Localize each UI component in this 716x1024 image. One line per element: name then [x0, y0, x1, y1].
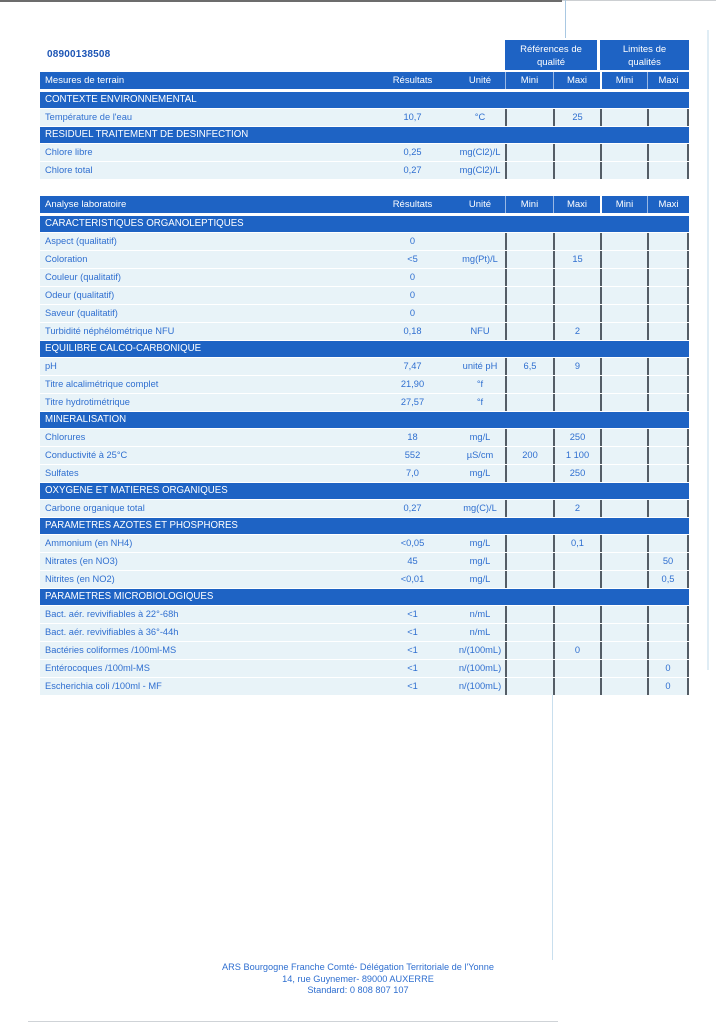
scan-artifact-vertical-line-middle: [552, 688, 553, 960]
parameter-label: Chlorures: [45, 432, 86, 442]
parameter-label: Aspect (qualitatif): [45, 236, 117, 246]
unit-value: unité pH: [462, 361, 498, 371]
parameter-label: Chlore total: [45, 165, 93, 175]
limit-mini-value: [600, 642, 647, 659]
table-row: [40, 571, 689, 588]
limit-maxi-value: 50: [647, 553, 689, 570]
parameter-label: Chlore libre: [45, 147, 93, 157]
reference-mini-value: [505, 553, 553, 570]
column-header-ref-maxi: Maxi: [553, 72, 600, 89]
limit-mini-value: [600, 624, 647, 641]
limit-mini-value: [600, 553, 647, 570]
scan-artifact-vertical-line-top: [565, 0, 566, 38]
parameter-label: Carbone organique total: [45, 503, 145, 513]
limit-mini-value: [600, 162, 647, 179]
footer-organization: ARS Bourgogne Franche Comté- Délégation Territoriale de l'Yonne: [222, 962, 494, 972]
unit-value: mg(Pt)/L: [462, 254, 498, 264]
reference-mini-value: 6,5: [505, 358, 553, 375]
section-header: MINERALISATION: [40, 412, 689, 428]
reference-mini-value: [505, 642, 553, 659]
footer-address: 14, rue Guynemer- 89000 AUXERRE: [282, 973, 434, 984]
result-value: 0,27: [403, 503, 422, 513]
reference-maxi-value: [553, 678, 600, 695]
limit-maxi-value: [647, 642, 689, 659]
column-header-ref-mini: Mini: [505, 196, 553, 213]
column-header-lim-maxi: Maxi: [647, 196, 689, 213]
unit-value: [455, 305, 505, 322]
parameter-label: Nitrites (en NO2): [45, 574, 115, 584]
reference-mini-value: [505, 233, 553, 250]
section-header: PARAMETRES AZOTES ET PHOSPHORES: [40, 518, 689, 534]
limit-mini-value: [600, 678, 647, 695]
unit-value: °f: [476, 379, 484, 389]
unit-value: n/(100mL): [458, 645, 502, 655]
limit-mini-value: [600, 500, 647, 517]
result-value: <1: [407, 609, 418, 619]
limit-maxi-value: [647, 394, 689, 411]
reference-maxi-value: [553, 606, 600, 623]
table-header-bar: [40, 196, 689, 213]
table-row: [40, 535, 689, 552]
scan-artifact-top-line-2: [562, 0, 716, 1]
limit-mini-value: [600, 660, 647, 677]
result-value: 0: [409, 272, 416, 282]
reference-mini-value: 200: [505, 447, 553, 464]
reference-mini-value: [505, 465, 553, 482]
result-value: 27,57: [400, 397, 425, 407]
table-row: [40, 358, 689, 375]
reference-maxi-value: [553, 144, 600, 161]
unit-value: NFU: [470, 326, 490, 336]
limit-mini-value: [600, 606, 647, 623]
limit-maxi-value: [647, 500, 689, 517]
reference-maxi-value: [553, 571, 600, 588]
scan-artifact-bottom-line: [28, 1021, 558, 1022]
table-row: [40, 144, 689, 161]
reference-maxi-value: 0,1: [553, 535, 600, 552]
table-row: [40, 269, 689, 286]
table-row: [40, 162, 689, 179]
parameter-label: Nitrates (en NO3): [45, 556, 118, 566]
limit-mini-value: [600, 535, 647, 552]
limit-mini-value: [600, 394, 647, 411]
reference-maxi-value: 9: [553, 358, 600, 375]
reference-mini-value: [505, 287, 553, 304]
parameter-label: Température de l'eau: [45, 112, 133, 122]
result-value: <0,01: [400, 574, 425, 584]
reference-maxi-value: [553, 376, 600, 393]
result-value: 7,0: [406, 468, 419, 478]
unit-value: mg/L: [469, 574, 491, 584]
unit-value: n/mL: [469, 627, 491, 637]
reference-mini-value: [505, 376, 553, 393]
reference-mini-value: [505, 305, 553, 322]
unit-value: mg/L: [469, 432, 491, 442]
reference-maxi-value: 0: [553, 642, 600, 659]
unit-value: mg/L: [469, 538, 491, 548]
column-header-lim-mini: Mini: [600, 72, 647, 89]
column-header-lim-maxi: Maxi: [647, 72, 689, 89]
reference-maxi-value: [553, 394, 600, 411]
reference-maxi-value: 250: [553, 465, 600, 482]
limit-maxi-value: [647, 323, 689, 340]
limit-maxi-value: [647, 535, 689, 552]
unit-value: n/(100mL): [458, 681, 502, 691]
limit-mini-value: [600, 358, 647, 375]
reference-mini-value: [505, 660, 553, 677]
table-row: [40, 606, 689, 623]
reference-maxi-value: 250: [553, 429, 600, 446]
result-value: 45: [407, 556, 418, 566]
unit-value: mg(C)/L: [463, 503, 497, 513]
result-value: 0,25: [403, 147, 422, 157]
footer: [0, 962, 716, 997]
limit-maxi-value: [647, 251, 689, 268]
parameter-label: Ammonium (en NH4): [45, 538, 133, 548]
parameter-label: Conductivité à 25°C: [45, 450, 128, 460]
limit-maxi-value: [647, 287, 689, 304]
limit-maxi-value: [647, 465, 689, 482]
reference-maxi-value: [553, 287, 600, 304]
table-title: Analyse laboratoire: [45, 199, 127, 210]
result-value: <1: [407, 663, 418, 673]
table-row: [40, 678, 689, 695]
parameter-label: Bact. aér. revivifiables à 36°-44h: [45, 627, 179, 637]
result-value: 0,18: [403, 326, 422, 336]
parameter-label: Titre alcalimétrique complet: [45, 379, 159, 389]
table-row: [40, 465, 689, 482]
result-value: <1: [407, 627, 418, 637]
reference-mini-value: [505, 500, 553, 517]
unit-value: mg(Cl2)/L: [459, 165, 501, 175]
table-row: [40, 500, 689, 517]
limit-mini-value: [600, 109, 647, 126]
limit-mini-value: [600, 305, 647, 322]
table-row: [40, 251, 689, 268]
section-header: PARAMETRES MICROBIOLOGIQUES: [40, 589, 689, 605]
limit-maxi-value: [647, 109, 689, 126]
reference-mini-value: [505, 535, 553, 552]
unit-value: [455, 287, 505, 304]
parameter-label: Titre hydrotimétrique: [45, 397, 130, 407]
table-row: [40, 287, 689, 304]
reference-maxi-value: 25: [553, 109, 600, 126]
limit-mini-value: [600, 323, 647, 340]
limit-maxi-value: 0: [647, 660, 689, 677]
parameter-label: Coloration: [45, 254, 88, 264]
parameter-label: Bactéries coliformes /100ml-MS: [45, 645, 177, 655]
unit-value: mg/L: [469, 468, 491, 478]
table-row: [40, 233, 689, 250]
result-value: 0: [409, 290, 416, 300]
unit-value: mg(Cl2)/L: [459, 147, 501, 157]
parameter-label: Saveur (qualitatif): [45, 308, 118, 318]
reference-mini-value: [505, 624, 553, 641]
limit-mini-value: [600, 269, 647, 286]
parameter-label: Odeur (qualitatif): [45, 290, 115, 300]
reference-maxi-value: [553, 553, 600, 570]
result-value: 0: [409, 236, 416, 246]
table-row: [40, 553, 689, 570]
column-header-resultats: Résultats: [392, 199, 433, 210]
result-value: 0,27: [403, 165, 422, 175]
unit-value: n/(100mL): [458, 663, 502, 673]
result-value: 10,7: [403, 112, 422, 122]
limit-maxi-value: [647, 269, 689, 286]
result-value: <5: [407, 254, 418, 264]
limit-maxi-value: 0: [647, 678, 689, 695]
references-de-qualite-line2: qualité: [537, 57, 565, 68]
result-value: <1: [407, 681, 418, 691]
scan-artifact-vertical-line-right: [707, 30, 709, 670]
result-value: 552: [404, 450, 421, 460]
parameter-label: pH: [45, 361, 57, 371]
reference-maxi-value: 1 100: [553, 447, 600, 464]
reference-maxi-value: [553, 233, 600, 250]
sample-id: 08900138508: [47, 49, 111, 60]
reference-mini-value: [505, 323, 553, 340]
parameter-label: Sulfates: [45, 468, 79, 478]
limit-maxi-value: [647, 162, 689, 179]
parameter-label: Couleur (qualitatif): [45, 272, 121, 282]
limit-maxi-value: [647, 233, 689, 250]
section-header: CARACTERISTIQUES ORGANOLEPTIQUES: [40, 216, 689, 232]
table-title: Mesures de terrain: [45, 75, 125, 86]
limit-maxi-value: [647, 447, 689, 464]
reference-mini-value: [505, 144, 553, 161]
references-de-qualite-line1: Références de: [520, 44, 582, 55]
reference-maxi-value: [553, 162, 600, 179]
reference-maxi-value: [553, 305, 600, 322]
column-header-unite: Unité: [468, 75, 492, 86]
limit-maxi-value: [647, 358, 689, 375]
result-value: 18: [407, 432, 418, 442]
reference-mini-value: [505, 429, 553, 446]
limit-mini-value: [600, 376, 647, 393]
column-header-resultats: Résultats: [392, 75, 433, 86]
limit-mini-value: [600, 429, 647, 446]
table-row: [40, 624, 689, 641]
unit-value: µS/cm: [466, 450, 494, 460]
limit-maxi-value: [647, 144, 689, 161]
unit-value: [455, 233, 505, 250]
limit-maxi-value: [647, 606, 689, 623]
reference-maxi-value: 2: [553, 323, 600, 340]
reference-mini-value: [505, 162, 553, 179]
limit-mini-value: [600, 251, 647, 268]
reference-mini-value: [505, 571, 553, 588]
reference-mini-value: [505, 678, 553, 695]
section-header: CONTEXTE ENVIRONNEMENTAL: [40, 92, 689, 108]
parameter-label: Entérocoques /100ml-MS: [45, 663, 150, 673]
parameter-label: Bact. aér. revivifiables à 22°-68h: [45, 609, 179, 619]
result-value: <1: [407, 645, 418, 655]
unit-value: °f: [476, 397, 484, 407]
column-header-unite: Unité: [468, 199, 492, 210]
table-row: [40, 376, 689, 393]
limit-mini-value: [600, 287, 647, 304]
limites-de-qualites-line1: Limites de: [622, 44, 667, 55]
scan-artifact-top-line: [0, 0, 562, 2]
reference-mini-value: [505, 394, 553, 411]
limites-de-qualites-header: [600, 40, 689, 70]
field-measurements-table: [40, 72, 689, 180]
table-row: [40, 305, 689, 322]
laboratory-analysis-table: [40, 196, 689, 696]
reference-maxi-value: [553, 624, 600, 641]
result-value: <0,05: [400, 538, 425, 548]
parameter-label: Turbidité néphélométrique NFU: [45, 326, 175, 336]
limit-mini-value: [600, 571, 647, 588]
limit-maxi-value: [647, 429, 689, 446]
column-header-lim-mini: Mini: [600, 196, 647, 213]
parameter-label: Escherichia coli /100ml - MF: [45, 681, 162, 691]
limit-mini-value: [600, 447, 647, 464]
reference-mini-value: [505, 269, 553, 286]
unit-value: °C: [474, 112, 486, 122]
table-row: [40, 109, 689, 126]
result-value: 0: [409, 308, 416, 318]
result-value: 7,47: [403, 361, 422, 371]
table-header-bar: [40, 72, 689, 89]
section-header: OXYGENE ET MATIERES ORGANIQUES: [40, 483, 689, 499]
unit-value: [455, 269, 505, 286]
section-header: RESIDUEL TRAITEMENT DE DESINFECTION: [40, 127, 689, 143]
reference-maxi-value: [553, 660, 600, 677]
reference-maxi-value: 2: [553, 500, 600, 517]
table-row: [40, 660, 689, 677]
limit-mini-value: [600, 144, 647, 161]
column-header-ref-maxi: Maxi: [553, 196, 600, 213]
limit-maxi-value: 0,5: [647, 571, 689, 588]
limites-de-qualites-line2: qualités: [628, 57, 661, 68]
footer-phone: Standard: 0 808 807 107: [307, 985, 409, 995]
references-de-qualite-header: [505, 40, 597, 70]
result-value: 21,90: [400, 379, 425, 389]
table-row: [40, 447, 689, 464]
section-header: EQUILIBRE CALCO-CARBONIQUE: [40, 341, 689, 357]
limit-maxi-value: [647, 305, 689, 322]
reference-mini-value: [505, 251, 553, 268]
table-row: [40, 394, 689, 411]
table-row: [40, 429, 689, 446]
limit-mini-value: [600, 233, 647, 250]
limit-mini-value: [600, 465, 647, 482]
unit-value: n/mL: [469, 609, 491, 619]
reference-maxi-value: [553, 269, 600, 286]
column-header-ref-mini: Mini: [505, 72, 553, 89]
limit-maxi-value: [647, 376, 689, 393]
reference-maxi-value: 15: [553, 251, 600, 268]
reference-mini-value: [505, 606, 553, 623]
table-row: [40, 323, 689, 340]
reference-mini-value: [505, 109, 553, 126]
table-row: [40, 642, 689, 659]
unit-value: mg/L: [469, 556, 491, 566]
limit-maxi-value: [647, 624, 689, 641]
